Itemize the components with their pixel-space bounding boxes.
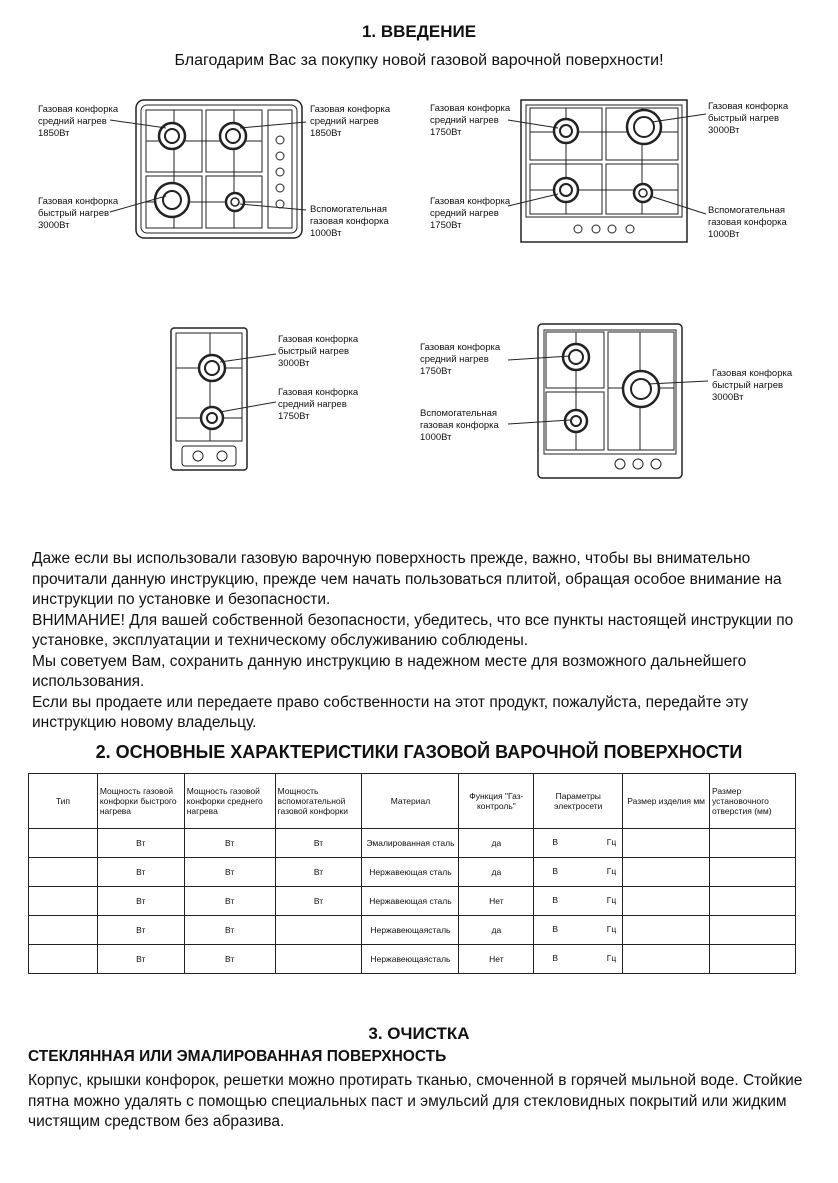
header-type: Тип <box>29 774 98 829</box>
section-3-title: 3. ОЧИСТКА <box>368 1024 470 1043</box>
header-power-supply: Параметры электросети <box>534 774 623 829</box>
table-row <box>29 887 796 916</box>
cell-hole <box>710 945 796 974</box>
cell-medium: Вт <box>184 945 275 974</box>
cell-hz: Гц <box>606 837 617 847</box>
hob-diagram-4 <box>508 324 708 478</box>
header-medium-burner: Мощность газовой конфорки среднего нагрева <box>184 774 275 829</box>
d1-label-bottom-left: Газовая конфорка быстрый нагрев 3000Вт <box>38 196 119 231</box>
cell-hole <box>710 887 796 916</box>
cell-hz: Гц <box>606 866 617 876</box>
d1-label-top-right: Газовая конфорка средний нагрев 1850Вт <box>310 104 391 139</box>
cell-hole <box>710 916 796 945</box>
cell-gas-control: Нет <box>459 945 534 974</box>
intro-paragraph: Мы советуем Вам, сохранить данную инструкцию в надежном месте для возможного дальнейшего использования. <box>32 652 747 690</box>
cell-aux: Вт <box>275 829 362 858</box>
cell-fast: Вт <box>97 945 184 974</box>
section-2-title: 2. ОСНОВНЫЕ ХАРАКТЕРИСТИКИ ГАЗОВОЙ ВАРОЧНОЙ ПОВЕРХНОСТИ <box>95 742 743 762</box>
table-row <box>29 945 796 974</box>
intro-paragraph: Даже если вы использовали газовую варочную поверхность прежде, важно, чтобы вы внимательно прочитали данную инструкцию, прежде чем начать пользоваться плитой, обращая особое внимание на инструкции по установке и безопасности. <box>32 550 782 608</box>
d4-label-top-left: Газовая конфорка средний нагрев 1750Вт <box>420 342 501 377</box>
cell-fast: Вт <box>97 916 184 945</box>
cell-medium: Вт <box>184 916 275 945</box>
cell-aux <box>275 916 362 945</box>
d1-label-top-left: Газовая конфорка средний нагрев 1850Вт <box>38 104 119 139</box>
header-product-size: Размер изделия мм <box>623 774 710 829</box>
header-fast-burner: Мощность газовой конфорки быстрого нагрева <box>97 774 184 829</box>
hob-diagram-2 <box>508 100 706 242</box>
d4-label-right: Газовая конфорка быстрый нагрев 3000Вт <box>712 368 793 403</box>
header-gas-control: Функция "Газ-контроль" <box>459 774 534 829</box>
d3-label-bottom: Газовая конфорка средний нагрев 1750Вт <box>278 387 359 422</box>
cell-size <box>623 945 710 974</box>
header-material: Материал <box>362 774 459 829</box>
table-row <box>29 858 796 887</box>
cell-aux: Вт <box>275 858 362 887</box>
cell-material: Нержавеющая сталь <box>362 858 459 887</box>
d2-label-bottom-left: Газовая конфорка средний нагрев 1750Вт <box>430 196 511 231</box>
d2-label-top-right: Газовая конфорка быстрый нагрев 3000Вт <box>708 101 789 136</box>
cell-power <box>534 858 623 887</box>
cell-size <box>623 829 710 858</box>
d2-label-top-left: Газовая конфорка средний нагрев 1750Вт <box>430 103 511 138</box>
cell-hz: Гц <box>606 953 617 963</box>
cell-hz: Гц <box>606 895 617 905</box>
cell-fast: Вт <box>97 887 184 916</box>
cell-gas-control: да <box>459 916 534 945</box>
cell-fast: Вт <box>97 858 184 887</box>
cell-hole <box>710 829 796 858</box>
cell-power <box>534 829 623 858</box>
d2-label-bottom-right: Вспомогательная газовая конфорка 1000Вт <box>708 205 787 240</box>
cell-material: Нержавеющая сталь <box>362 887 459 916</box>
table-header-row <box>29 774 796 829</box>
intro-text <box>32 549 812 734</box>
cell-power <box>534 945 623 974</box>
cell-medium: Вт <box>184 829 275 858</box>
cell-medium: Вт <box>184 887 275 916</box>
cell-power <box>534 887 623 916</box>
intro-thanks: Благодарим Вас за покупку новой газовой варочной поверхности! <box>174 52 664 69</box>
cell-volt: В <box>552 866 558 876</box>
specs-table <box>28 773 796 974</box>
hob-diagram-1 <box>110 100 306 238</box>
cell-material: Нержавеющаясталь <box>362 945 459 974</box>
section-1-title: 1. ВВЕДЕНИЕ <box>361 22 477 41</box>
cell-volt: В <box>552 895 558 905</box>
hob-diagram-3 <box>171 328 276 470</box>
table-row <box>29 916 796 945</box>
cell-medium: Вт <box>184 858 275 887</box>
warning-paragraph: ВНИМАНИЕ! Для вашей собственной безопасности, убедитесь, что все пункты настоящей инструкции по установке, эксплуатации и техническому обслуживанию соблюдены. <box>32 611 794 649</box>
cell-aux: Вт <box>275 887 362 916</box>
intro-paragraph: Если вы продаете или передаете право собственности на этот продукт, пожалуйста, передайте эту инструкцию новому владельцу. <box>32 693 749 731</box>
cell-type <box>29 829 98 858</box>
cell-volt: В <box>552 924 558 934</box>
cell-fast: Вт <box>97 829 184 858</box>
cell-type <box>29 945 98 974</box>
d3-label-top: Газовая конфорка быстрый нагрев 3000Вт <box>278 334 359 369</box>
cell-hz: Гц <box>606 924 617 934</box>
cell-material: Эмалированная сталь <box>362 829 459 858</box>
cell-volt: В <box>552 837 558 847</box>
cleaning-subtitle: СТЕКЛЯННАЯ ИЛИ ЭМАЛИРОВАННАЯ ПОВЕРХНОСТЬ <box>28 1048 447 1065</box>
cell-gas-control: Нет <box>459 887 534 916</box>
table-row <box>29 829 796 858</box>
cell-size <box>623 887 710 916</box>
cell-type <box>29 858 98 887</box>
header-cutout-size: Размер установочного отверстия (мм) <box>710 774 796 829</box>
cleaning-text: Корпус, крышки конфорок, решетки можно протирать тканью, смоченной в горячей мыльной воде. Стойкие пятна можно удалять с помощью специальных паст и эмульсий для стекловидных покрытий или жидким чистящим средством без абразива. <box>28 1072 803 1130</box>
cell-hole <box>710 858 796 887</box>
d1-label-bottom-right: Вспомогательная газовая конфорка 1000Вт <box>310 204 389 239</box>
cell-material: Нержавеющаясталь <box>362 916 459 945</box>
cell-size <box>623 916 710 945</box>
cell-volt: В <box>552 953 558 963</box>
d4-label-bottom-left: Вспомогательная газовая конфорка 1000Вт <box>420 408 499 443</box>
cell-type <box>29 916 98 945</box>
cell-type <box>29 887 98 916</box>
header-aux-burner: Мощность вспомогательной газовой конфорки <box>275 774 362 829</box>
cell-size <box>623 858 710 887</box>
cell-gas-control: да <box>459 858 534 887</box>
cell-gas-control: да <box>459 829 534 858</box>
cell-aux <box>275 945 362 974</box>
cell-power <box>534 916 623 945</box>
hob-diagrams <box>0 0 838 520</box>
